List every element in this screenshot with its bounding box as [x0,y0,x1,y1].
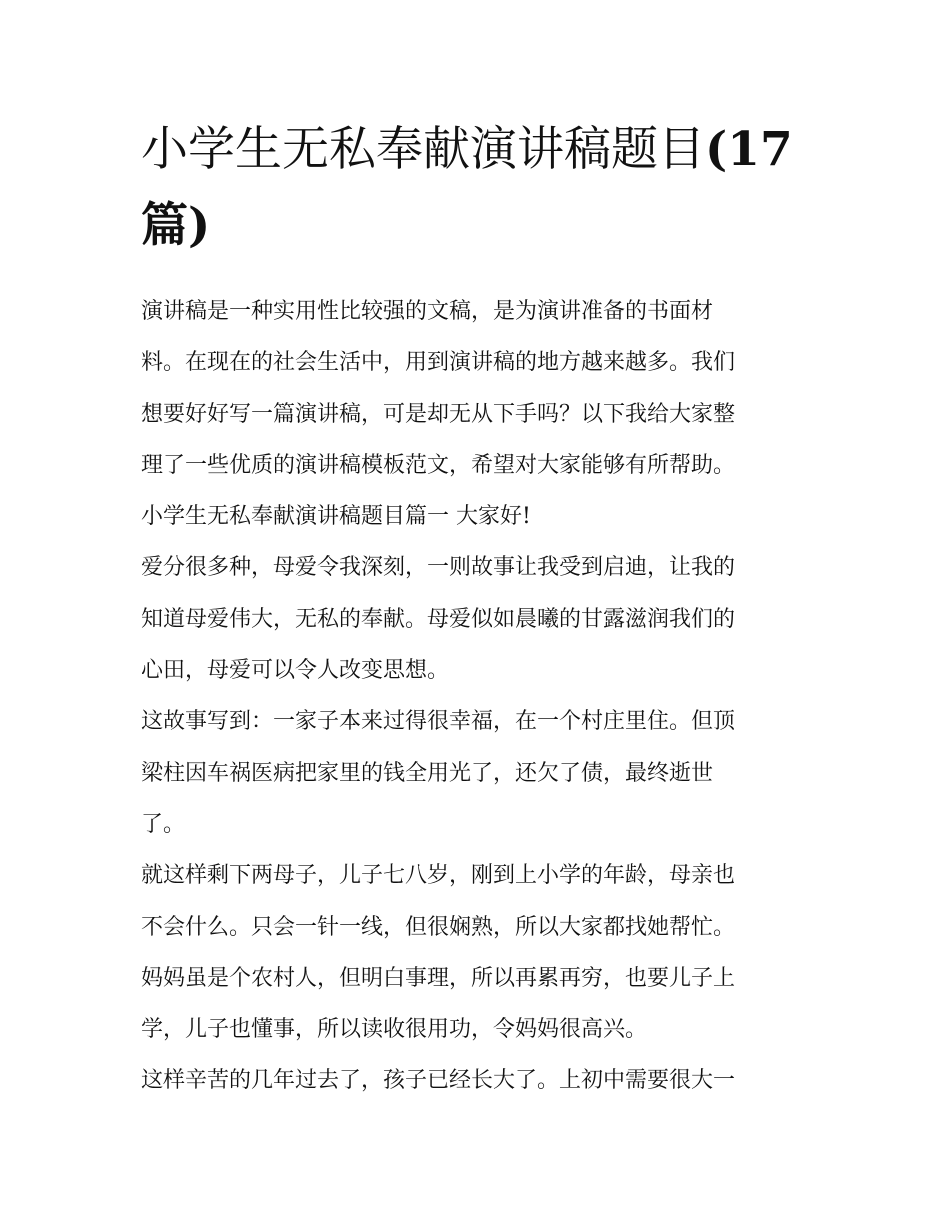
text-line: 了。 [141,811,186,837]
text-line: 学，儿子也懂事，所以读收很用功，令妈妈很高兴。 [141,1017,648,1043]
text-line: 就这样剩下两母子，儿子七八岁，刚到上小学的年龄，母亲也 [141,863,736,889]
body-paragraph [141,696,821,850]
intro-paragraph [141,286,821,491]
text-line: 想要好好写一篇演讲稿，可是却无从下手吗？以下我给大家整 [141,401,736,427]
body-paragraph [141,542,821,696]
body-paragraph [141,1055,821,1106]
document-title [141,112,821,264]
title-line-1 [141,112,821,188]
text-line: 小学生无私奉献演讲稿题目篇一 大家好! [141,504,531,530]
body-paragraph [141,850,821,1055]
text-line: 爱分很多种，母爱令我深刻，一则故事让我受到启迪，让我的 [141,555,736,581]
text-line: 演讲稿是一种实用性比较强的文稿，是为演讲准备的书面材 [141,299,714,324]
title-main-text: 小学生无私奉献演讲稿题目 [141,122,705,177]
document-content [141,112,821,1107]
title-count-text: (17 [705,122,793,177]
text-line: 这样辛苦的几年过去了，孩子已经长大了。上初中需要很大一 [141,1068,736,1094]
text-line: 梁柱因车祸医病把家里的钱全用光了，还欠了债，最终逝世 [141,760,714,786]
text-line: 知道母爱伟大，无私的奉献。母爱似如晨曦的甘露滋润我们的 [141,606,736,632]
text-line: 料。在现在的社会生活中，用到演讲稿的地方越来越多。我们 [141,350,736,376]
text-line: 不会什么。只会一针一线，但很娴熟，所以大家都找她帮忙。 [141,914,736,940]
text-line: 妈妈虽是个农村人，但明白事理，所以再累再穷，也要儿子上 [141,965,736,991]
text-line: 心田，母爱可以令人改变思想。 [141,658,450,684]
document-body [141,286,821,1107]
title-line-2: 篇) [141,198,211,253]
section-heading-paragraph [141,491,821,542]
text-line: 理了一些优质的演讲稿模板范文，希望对大家能够有所帮助。 [141,452,736,478]
text-line: 这故事写到：一家子本来过得很幸福，在一个村庄里住。但顶 [141,709,736,735]
